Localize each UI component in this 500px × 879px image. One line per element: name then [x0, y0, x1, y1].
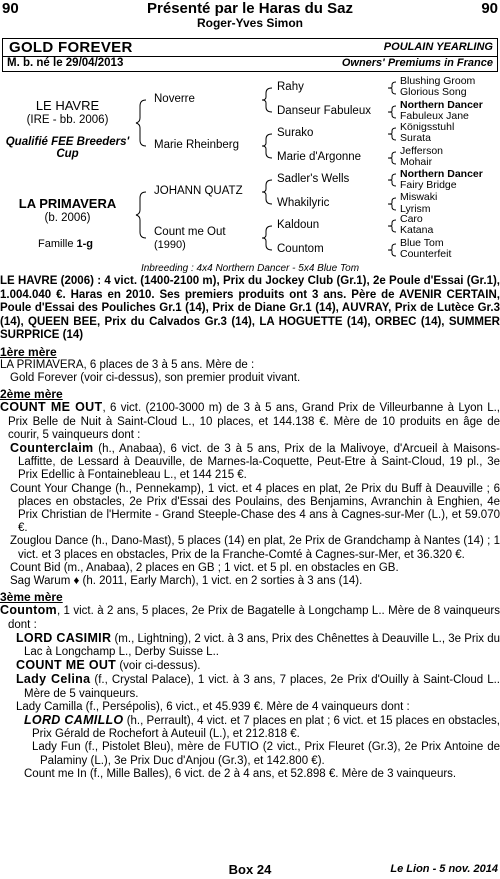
g3-danseur-fabuleux: Danseur Fabuleux — [277, 105, 371, 117]
dam-sire: JOHANN QUATZ — [154, 185, 243, 197]
zouglou-dance-entry: Zouglou Dance (h., Dano-Mast), 5 places (14) en plat, 2e Prix de Grandchamp à Nantes (14) ; 1 vict. et 3 places en obstacles, Prix de la Franche-Comté à Cagnes-sur-Mer, et 36.320 €. — [10, 535, 500, 561]
dam-name: LA PRIMAVERA — [18, 196, 117, 211]
g3-rahy: Rahy — [277, 81, 304, 93]
g4-blue-tom: Blue Tom — [400, 237, 444, 249]
g3-surako: Surako — [277, 127, 314, 139]
third-dam-entry: Countom, 1 vict. à 2 ans, 5 places, 2e Prix de Bagatelle à Longchamp L.. Mère de 8 vainqueurs dont : — [0, 603, 500, 631]
g4-caro: Caro — [400, 213, 423, 225]
g4-northern-dancer-2: Northern Dancer — [400, 168, 483, 180]
sale-date: Le Lion - 5 nov. 2014 — [390, 863, 498, 875]
g4-counterfeit: Counterfeit — [400, 248, 452, 260]
inbreeding-note: Inbreeding : 4x4 Northern Dancer - 5x4 Blue Tom — [140, 263, 360, 274]
g4-glorious-song: Glorious Song — [400, 86, 467, 98]
g4-lyrism: Lyrism — [400, 203, 431, 215]
page-header — [0, 0, 500, 34]
page-footer — [0, 862, 500, 878]
count-me-out-ref: COUNT ME OUT (voir ci-dessus). — [16, 658, 201, 673]
g4-katana: Katana — [400, 224, 434, 236]
g4-jefferson: Jefferson — [400, 145, 443, 157]
section-first-dam: 1ère mère — [0, 344, 57, 359]
consignor-name: Roger-Yves Simon — [196, 16, 304, 30]
sire-info: (IRE - bb. 2006) — [26, 114, 109, 126]
box-number: Box 24 — [228, 862, 272, 877]
g3-kaldoun: Kaldoun — [277, 219, 320, 231]
lady-fun-entry: Lady Fun (f., Pistolet Bleu), mère de FUTIO (2 vict., Prix Fleuret (Gr.3), 2e Prix Antoine de Palaminy (L.), 3e Prix Duc d'Anjou (Gr.3), et 142.800 €). — [32, 741, 500, 767]
lot-number-left: 90 — [2, 0, 19, 17]
g3-marie-dargonne: Marie d'Argonne — [277, 151, 362, 163]
dam-dam-year: (1990) — [154, 239, 186, 251]
g3-sadlers-wells: Sadler's Wells — [277, 173, 350, 185]
g4-fairy-bridge: Fairy Bridge — [400, 179, 457, 191]
first-dam-line: LA PRIMAVERA, 6 places de 3 à 5 ans. Mère de : — [0, 358, 255, 371]
second-dam-entry: COUNT ME OUT, 6 vict. (2100-3000 m) de 3 à 5 ans, Grand Prix de Villeurbanne à Lyon L., Prix Belle de Nuit à Saint-Cloud L., 10 places, et 144.138 €. Mère de 10 produits en âge de courir, 5 vainqueurs dont : — [0, 400, 500, 441]
owners-premiums: Owners' Premiums in France — [341, 57, 493, 69]
g4-konigsstuhl: Königsstuhl — [400, 121, 455, 133]
count-bid-entry: Count Bid (m., Anabaa), 2 places en GB ; 1 vict. et 5 pl. en obstacles en GB. — [10, 561, 399, 574]
consignor-title: Présenté par le Haras du Saz — [147, 0, 353, 17]
lord-camillo-entry: LORD CAMILLO (h., Perrault), 4 vict. et 7 places en plat ; 6 vict. et 15 places en obstacles, Prix Gérald de Rochefort à Auteuil (L.), et 212.818 €. — [24, 712, 500, 741]
g4-miswaki: Miswaki — [400, 191, 438, 203]
g4-fabuleux-jane: Fabuleux Jane — [400, 110, 469, 122]
section-second-dam: 2ème mère — [0, 387, 63, 402]
sag-warum-entry: Sag Warum ♦ (h. 2011, Early March), 1 vict. en 2 sorties à 3 ans (14). — [10, 574, 363, 587]
lord-casimir-entry: LORD CASIMIR (m., Lightning), 2 vict. à 3 ans, Prix des Chênettes à Deauville L., 3e Prix du Lac à Longchamp L., Derby Suisse L.. — [16, 630, 500, 658]
count-me-in-entry: Count me In (f., Mille Balles), 6 vict. de 2 à 4 ans, et 52.898 €. Mère de 3 vainqueurs. — [24, 767, 457, 780]
lady-celina-entry: Lady Celina (f., Crystal Palace), 1 vict. à 3 ans, 7 places, 2e Prix d'Ouilly à Saint-Cloud L.. Mère de 5 vainqueurs. — [16, 672, 500, 700]
horse-birth: M. b. né le 29/04/2013 — [7, 57, 124, 69]
count-your-change-entry: Count Your Change (h., Pennekamp), 1 vict. et 4 places en plat, 2e Prix du Buff à Deauville ; 6 places en obstacles, 2e Prix d'Essai des Poulains, des Benjamins, Avranchin à Enghien, 4e Prix Christian de l'Hermite - Grand Steeple-Chase des 4 ans à Cagnes-sur-Mer (L.), et 59.070 €. — [10, 482, 500, 535]
sire-dam: Marie Rheinberg — [154, 139, 240, 151]
family-label: Famille 1-g — [38, 238, 94, 250]
g4-blushing-groom: Blushing Groom — [400, 75, 476, 87]
horse-category: POULAIN YEARLING — [383, 41, 493, 53]
counterclaim-entry: Counterclaim (h., Anabaa), 6 vict. de 3 à 5 ans, Prix de la Malivoye, d'Arcueil à Maisons-Laffitte, de Lessard à Deauville, de Marnes-la-Coquette, Peut-Etre à Saint-Cloud, 19 pl., 3e Prix Edellic à Fontainebleau L., et 144 215 €. — [10, 440, 500, 482]
catalogue-text — [0, 275, 500, 781]
sire-qualification: Qualifié FEE Breeders' Cup — [5, 136, 130, 160]
horse-id-box — [2, 38, 498, 72]
dam-dam: Count me Out — [154, 226, 226, 238]
sire-name: LE HAVRE — [35, 98, 100, 113]
g4-mohair: Mohair — [400, 156, 433, 168]
dam-info: (b. 2006) — [44, 212, 91, 224]
section-third-dam: 3ème mère — [0, 590, 63, 605]
pedigree-chart — [0, 72, 500, 268]
sire-record: LE HAVRE (2006) : 4 vict. (1400-2100 m), Prix du Jockey Club (Gr.1), 2e Poule d'Essai (Gr.1), 1.004.040 €. Haras en 2010. Ses premiers produits ont 3 ans. Père de AVENIR CERTAIN, Poule d'Essai des Pouliches Gr.1 (14), Prix de Diane Gr.1 (14), AUVRAY, Prix de Lutèce Gr.3 (14), QUEEN BEE, Prix du Calvados Gr.3 (14), LA HOGUETTE (14), ORBEC (14), SUMMER SURPRICE (14) — [0, 275, 500, 341]
horse-name: GOLD FOREVER — [9, 39, 133, 56]
g4-surata: Surata — [400, 132, 431, 144]
lot-number-right: 90 — [481, 0, 498, 17]
g3-whakilyric: Whakilyric — [277, 197, 330, 209]
g4-northern-dancer: Northern Dancer — [400, 99, 483, 111]
first-dam-produce: Gold Forever (voir ci-dessus), son premier produit vivant. — [10, 371, 301, 384]
sire-sire: Noverre — [154, 93, 195, 105]
g3-countom: Countom — [277, 243, 324, 255]
lady-camilla-entry: Lady Camilla (f., Persépolis), 6 vict., et 45.939 €. Mère de 4 vainqueurs dont : — [16, 700, 410, 713]
